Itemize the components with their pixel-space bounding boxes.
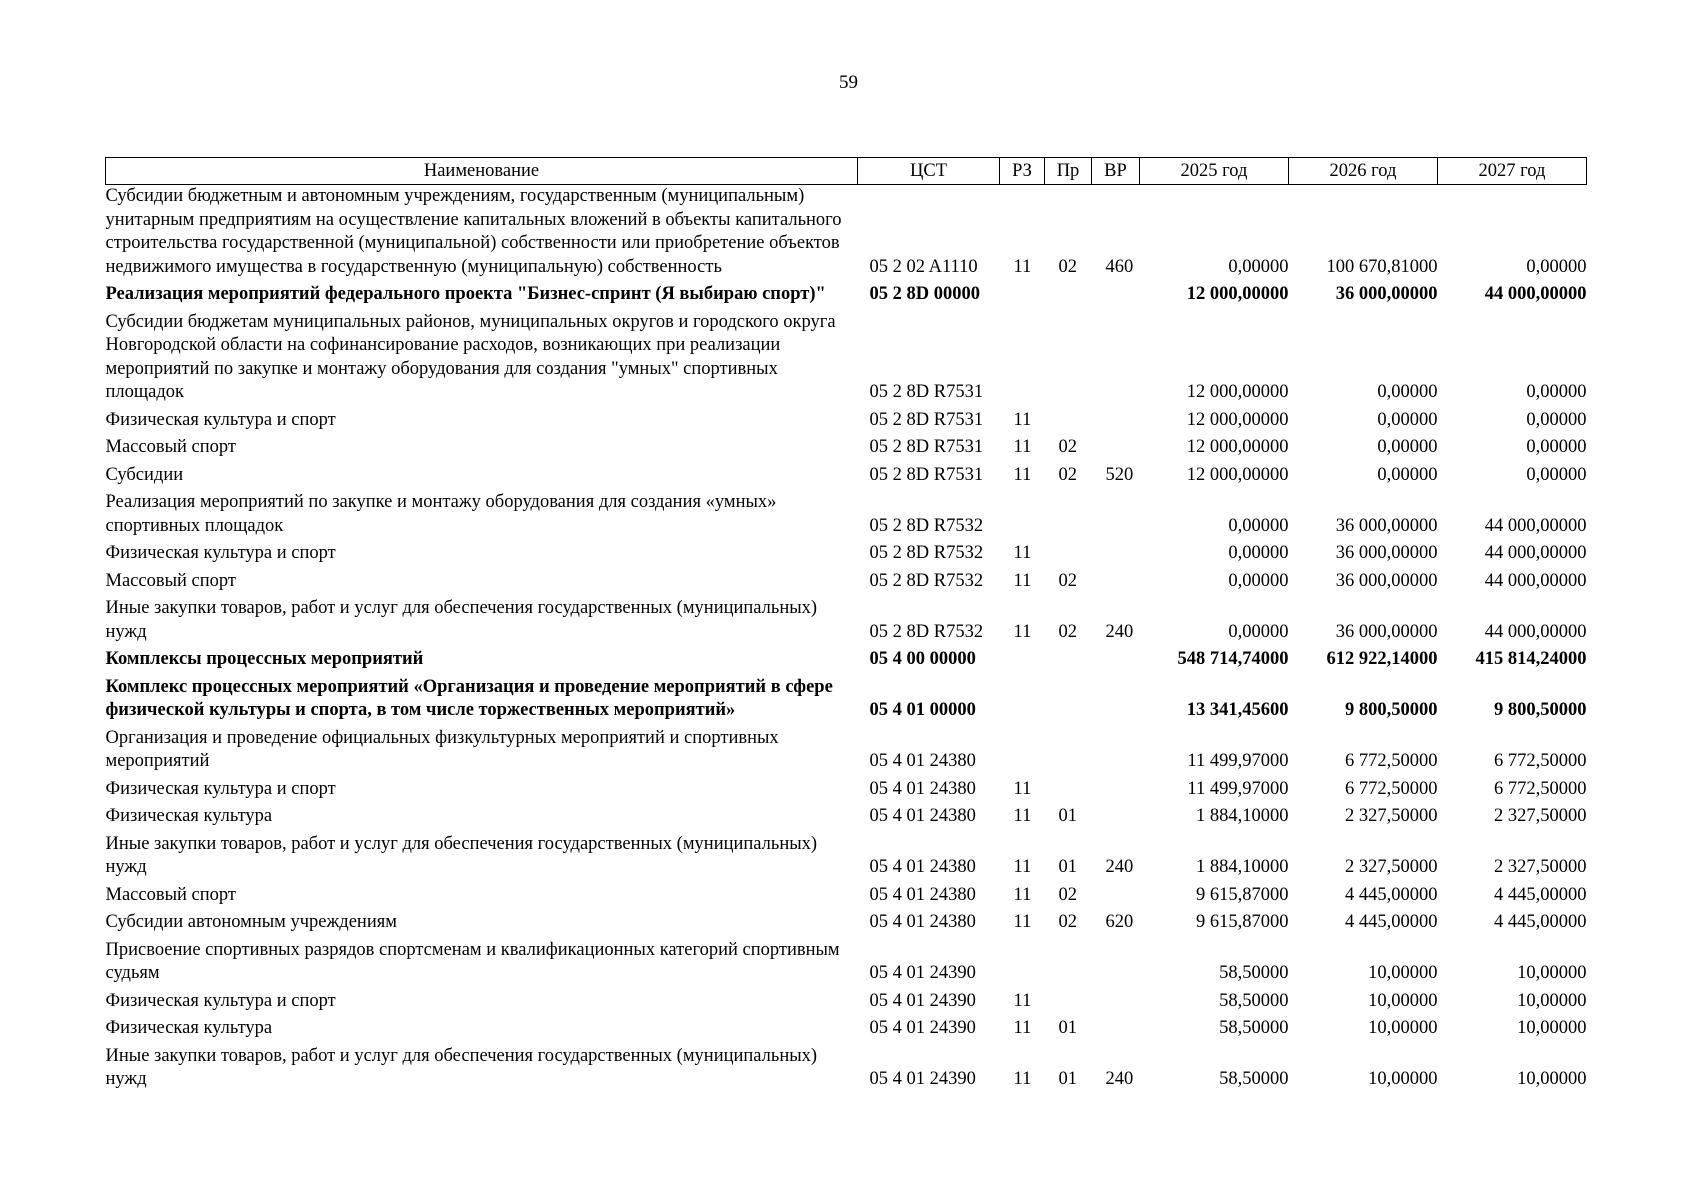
table-row bbox=[106, 566, 1587, 594]
row-name: Физическая культура и спорт bbox=[105, 409, 336, 430]
row-2026: 2 327,50000 bbox=[1345, 857, 1438, 877]
row-2025: 1 884,10000 bbox=[1196, 806, 1289, 826]
row-2027: 4 445,00000 bbox=[1494, 884, 1587, 905]
row-2025: 0,00000 bbox=[1228, 543, 1289, 563]
row-name: Массовый спорт bbox=[105, 437, 236, 457]
row-cst: 05 4 01 24390 bbox=[869, 990, 976, 1011]
row-pr: 02 bbox=[1058, 884, 1077, 905]
row-name: Физическая культура и спорт bbox=[105, 778, 336, 799]
row-rz: 11 bbox=[1013, 884, 1032, 905]
row-vr bbox=[1092, 880, 1140, 908]
table-row bbox=[106, 593, 1587, 644]
row-2027: 6 772,50000 bbox=[1494, 778, 1587, 799]
table-row bbox=[106, 829, 1587, 880]
row-2026: 0,00000 bbox=[1377, 382, 1438, 402]
row-2027: 10,00000 bbox=[1517, 963, 1587, 983]
table-row bbox=[106, 986, 1587, 1014]
row-2027: 10,00000 bbox=[1517, 1018, 1587, 1038]
row-rz: 11 bbox=[1013, 570, 1032, 591]
row-vr: 240 bbox=[1105, 857, 1134, 877]
row-name: Реализация мероприятий по закупке и монтажу оборудования для создания «умных» спортивных площадок bbox=[105, 492, 777, 536]
row-2026: 10,00000 bbox=[1368, 990, 1438, 1011]
row-name: Физическая культура bbox=[105, 1018, 273, 1038]
row-cst: 05 2 8D R7532 bbox=[869, 543, 984, 563]
row-2026: 0,00000 bbox=[1377, 437, 1438, 457]
row-pr: 02 bbox=[1058, 912, 1077, 932]
row-2025: 11 499,97000 bbox=[1187, 778, 1289, 799]
row-pr: 01 bbox=[1058, 806, 1077, 826]
row-cst: 05 4 01 24390 bbox=[869, 963, 976, 983]
row-rz: 11 bbox=[1013, 1018, 1032, 1038]
row-2027: 6 772,50000 bbox=[1494, 751, 1587, 771]
row-2027: 44 000,00000 bbox=[1484, 515, 1587, 536]
row-pr bbox=[1045, 538, 1092, 566]
row-2027: 44 000,00000 bbox=[1484, 570, 1587, 591]
row-2025: 12 000,00000 bbox=[1186, 382, 1289, 402]
row-2026: 36 000,00000 bbox=[1335, 543, 1438, 563]
row-2025: 0,00000 bbox=[1228, 256, 1289, 277]
table-row bbox=[106, 279, 1587, 307]
row-pr: 02 bbox=[1058, 464, 1077, 485]
row-vr bbox=[1092, 723, 1140, 774]
header-pr: Пр bbox=[1045, 158, 1092, 185]
row-2026: 6 772,50000 bbox=[1345, 751, 1438, 771]
row-name: Физическая культура bbox=[105, 806, 273, 826]
row-2025: 58,50000 bbox=[1219, 1018, 1289, 1038]
table-row bbox=[106, 880, 1587, 908]
table-row bbox=[106, 723, 1587, 774]
row-rz bbox=[1000, 723, 1045, 774]
row-2026: 0,00000 bbox=[1377, 464, 1438, 485]
row-name: Иные закупки товаров, работ и услуг для обеспечения государственных (муниципальных) нужд bbox=[105, 833, 818, 877]
row-vr bbox=[1092, 432, 1140, 460]
row-vr bbox=[1092, 279, 1140, 307]
row-name: Субсидии бюджетам муниципальных районов, муниципальных округов и городского округа Новгородской области на софинансирование расходов, возникающих при реализации мероприятий по закупке и монтажу оборудования для создания "умных" спортивных площадок bbox=[105, 311, 836, 402]
table-row bbox=[106, 432, 1587, 460]
row-2027: 4 445,00000 bbox=[1494, 912, 1587, 932]
table-row bbox=[106, 935, 1587, 986]
table-body bbox=[106, 185, 1587, 1092]
row-vr bbox=[1092, 487, 1140, 538]
table-row bbox=[106, 487, 1587, 538]
row-2027: 2 327,50000 bbox=[1494, 806, 1587, 826]
row-name: Субсидии bbox=[105, 464, 184, 485]
row-vr bbox=[1092, 566, 1140, 594]
row-name: Физическая культура и спорт bbox=[105, 990, 336, 1011]
row-2026: 10,00000 bbox=[1368, 1018, 1438, 1038]
table-header bbox=[106, 158, 1587, 185]
row-pr bbox=[1045, 672, 1092, 723]
table-row bbox=[106, 1013, 1587, 1041]
row-2026: 36 000,00000 bbox=[1335, 515, 1438, 536]
row-2026: 0,00000 bbox=[1377, 409, 1438, 430]
row-2025: 12 000,00000 bbox=[1186, 409, 1289, 430]
row-cst: 05 4 01 00000 bbox=[869, 700, 976, 720]
header-vr: ВР bbox=[1092, 158, 1140, 185]
row-vr bbox=[1092, 672, 1140, 723]
row-name: Присвоение спортивных разрядов спортсменам и квалификационных категорий спортивным судьям bbox=[105, 939, 840, 983]
row-cst: 05 4 01 24380 bbox=[869, 806, 976, 826]
budget-table bbox=[105, 157, 1587, 1092]
row-2027: 0,00000 bbox=[1526, 437, 1587, 457]
row-rz: 11 bbox=[1013, 912, 1032, 932]
row-rz: 11 bbox=[1013, 990, 1032, 1011]
row-2027: 44 000,00000 bbox=[1484, 621, 1587, 642]
row-cst: 05 4 01 24380 bbox=[869, 778, 976, 799]
row-cst: 05 4 01 24380 bbox=[869, 751, 976, 771]
table-row bbox=[106, 1041, 1587, 1092]
row-2026: 9 800,50000 bbox=[1345, 700, 1438, 720]
row-name: Реализация мероприятий федерального проекта "Бизнес-спринт (Я выбираю спорт)" bbox=[105, 284, 826, 304]
row-2027: 415 814,24000 bbox=[1475, 649, 1587, 669]
row-pr: 01 bbox=[1058, 1018, 1077, 1038]
page-number: 59 bbox=[839, 72, 858, 93]
row-cst: 05 4 00 00000 bbox=[869, 649, 976, 669]
row-2026: 4 445,00000 bbox=[1345, 884, 1438, 905]
table-row bbox=[106, 672, 1587, 723]
row-2027: 0,00000 bbox=[1526, 409, 1587, 430]
row-2025: 58,50000 bbox=[1219, 990, 1289, 1011]
row-pr bbox=[1045, 307, 1092, 405]
row-2026: 36 000,00000 bbox=[1335, 284, 1438, 304]
row-2027: 44 000,00000 bbox=[1484, 284, 1587, 304]
row-2027: 44 000,00000 bbox=[1484, 543, 1587, 563]
table-row bbox=[106, 185, 1587, 280]
row-vr bbox=[1092, 801, 1140, 829]
row-name: Иные закупки товаров, работ и услуг для обеспечения государственных (муниципальных) нужд bbox=[105, 598, 818, 642]
row-cst: 05 2 8D 00000 bbox=[869, 284, 980, 304]
row-2027: 0,00000 bbox=[1526, 256, 1587, 277]
row-rz bbox=[1000, 935, 1045, 986]
row-rz: 11 bbox=[1013, 437, 1032, 457]
table-row bbox=[106, 774, 1587, 802]
row-rz bbox=[1000, 279, 1045, 307]
row-name: Субсидии автономным учреждениям bbox=[105, 912, 397, 932]
row-rz: 11 bbox=[1013, 464, 1032, 485]
row-rz: 11 bbox=[1013, 409, 1032, 430]
row-pr bbox=[1045, 644, 1092, 672]
row-2027: 10,00000 bbox=[1517, 990, 1587, 1011]
row-vr: 460 bbox=[1105, 256, 1134, 277]
row-cst: 05 4 01 24390 bbox=[869, 1069, 976, 1089]
row-cst: 05 2 8D R7531 bbox=[869, 464, 984, 485]
row-pr: 01 bbox=[1058, 1069, 1077, 1089]
row-2026: 10,00000 bbox=[1368, 1069, 1438, 1089]
row-2026: 36 000,00000 bbox=[1335, 621, 1438, 642]
row-2026: 36 000,00000 bbox=[1335, 570, 1438, 591]
row-2025: 12 000,00000 bbox=[1186, 284, 1289, 304]
row-rz: 11 bbox=[1013, 256, 1032, 277]
table-row bbox=[106, 801, 1587, 829]
row-rz: 11 bbox=[1013, 857, 1032, 877]
row-cst: 05 2 02 A1110 bbox=[869, 256, 978, 277]
row-2025: 9 615,87000 bbox=[1196, 912, 1289, 932]
row-2025: 12 000,00000 bbox=[1186, 464, 1289, 485]
row-vr bbox=[1092, 1013, 1140, 1041]
row-pr bbox=[1045, 405, 1092, 433]
row-name: Массовый спорт bbox=[105, 884, 236, 905]
row-vr bbox=[1092, 405, 1140, 433]
row-2025: 58,50000 bbox=[1219, 963, 1289, 983]
row-vr: 520 bbox=[1105, 464, 1134, 485]
row-2025: 0,00000 bbox=[1228, 515, 1289, 536]
row-pr: 02 bbox=[1058, 437, 1077, 457]
row-vr bbox=[1092, 774, 1140, 802]
row-pr: 02 bbox=[1058, 621, 1077, 642]
row-name: Организация и проведение официальных физкультурных мероприятий и спортивных мероприятий bbox=[105, 727, 779, 771]
row-name: Субсидии бюджетным и автономным учреждениям, государственным (муниципальным) унитарным предприятиям на осуществление капитальных вложений в объекты капитального строительства государственной (муниципальной) собственности или приобретение объектов недвижимого имущества в государственную (муниципальную) собственность bbox=[105, 186, 842, 277]
row-name: Физическая культура и спорт bbox=[105, 543, 336, 563]
row-2027: 10,00000 bbox=[1517, 1069, 1587, 1089]
row-pr bbox=[1045, 487, 1092, 538]
row-2025: 11 499,97000 bbox=[1187, 751, 1289, 771]
header-cst: ЦСТ bbox=[858, 158, 1000, 185]
row-rz bbox=[1000, 487, 1045, 538]
header-rz: РЗ bbox=[1000, 158, 1045, 185]
row-2026: 6 772,50000 bbox=[1345, 778, 1438, 799]
table-row bbox=[106, 644, 1587, 672]
row-vr: 620 bbox=[1105, 912, 1134, 932]
row-vr: 240 bbox=[1105, 621, 1134, 642]
row-cst: 05 4 01 24380 bbox=[869, 912, 976, 932]
header-2027: 2027 год bbox=[1438, 158, 1587, 185]
row-cst: 05 4 01 24390 bbox=[869, 1018, 976, 1038]
row-cst: 05 2 8D R7531 bbox=[869, 437, 984, 457]
row-rz: 11 bbox=[1013, 621, 1032, 642]
row-name: Иные закупки товаров, работ и услуг для обеспечения государственных (муниципальных) нужд bbox=[105, 1045, 818, 1089]
row-2025: 58,50000 bbox=[1219, 1069, 1289, 1089]
row-vr: 240 bbox=[1105, 1069, 1134, 1089]
row-name: Массовый спорт bbox=[105, 570, 236, 591]
row-2025: 548 714,74000 bbox=[1177, 649, 1289, 669]
row-cst: 05 2 8D R7532 bbox=[869, 570, 984, 591]
row-rz: 11 bbox=[1013, 543, 1032, 563]
row-pr bbox=[1045, 935, 1092, 986]
row-cst: 05 2 8D R7531 bbox=[869, 409, 984, 430]
row-2025: 13 341,45600 bbox=[1186, 700, 1289, 720]
header-name: Наименование bbox=[106, 158, 858, 185]
row-pr: 01 bbox=[1058, 857, 1077, 877]
row-pr bbox=[1045, 986, 1092, 1014]
row-2026: 4 445,00000 bbox=[1345, 912, 1438, 932]
row-rz bbox=[1000, 672, 1045, 723]
row-2026: 612 922,14000 bbox=[1326, 649, 1438, 669]
row-pr: 02 bbox=[1058, 256, 1077, 277]
header-2025: 2025 год bbox=[1140, 158, 1289, 185]
row-pr bbox=[1045, 279, 1092, 307]
row-cst: 05 4 01 24380 bbox=[869, 884, 976, 905]
row-rz bbox=[1000, 307, 1045, 405]
row-name: Комплекс процессных мероприятий «Организация и проведение мероприятий в сфере физической культуры и спорта, в том числе торжественных мероприятий» bbox=[105, 676, 833, 720]
row-cst: 05 4 01 24380 bbox=[869, 857, 976, 877]
row-2025: 1 884,10000 bbox=[1196, 857, 1289, 877]
row-2026: 2 327,50000 bbox=[1345, 806, 1438, 826]
row-name: Комплексы процессных мероприятий bbox=[105, 649, 424, 669]
row-2027: 2 327,50000 bbox=[1494, 857, 1587, 877]
row-vr bbox=[1092, 307, 1140, 405]
table-row bbox=[106, 538, 1587, 566]
row-rz: 11 bbox=[1013, 806, 1032, 826]
row-2025: 12 000,00000 bbox=[1186, 437, 1289, 457]
row-2027: 9 800,50000 bbox=[1494, 700, 1587, 720]
row-2026: 10,00000 bbox=[1368, 963, 1438, 983]
table-row bbox=[106, 307, 1587, 405]
row-vr bbox=[1092, 935, 1140, 986]
row-vr bbox=[1092, 986, 1140, 1014]
row-2027: 0,00000 bbox=[1526, 382, 1587, 402]
row-vr bbox=[1092, 644, 1140, 672]
row-vr bbox=[1092, 538, 1140, 566]
row-rz: 11 bbox=[1013, 778, 1032, 799]
table-row bbox=[106, 405, 1587, 433]
table-row bbox=[106, 907, 1587, 935]
row-2025: 0,00000 bbox=[1228, 570, 1289, 591]
header-2026: 2026 год bbox=[1289, 158, 1438, 185]
row-2025: 0,00000 bbox=[1228, 621, 1289, 642]
row-pr: 02 bbox=[1058, 570, 1077, 591]
row-pr bbox=[1045, 723, 1092, 774]
row-2025: 9 615,87000 bbox=[1196, 884, 1289, 905]
table-row bbox=[106, 460, 1587, 488]
row-pr bbox=[1045, 774, 1092, 802]
row-cst: 05 2 8D R7532 bbox=[869, 515, 984, 536]
row-rz bbox=[1000, 644, 1045, 672]
row-rz: 11 bbox=[1013, 1069, 1032, 1089]
row-2027: 0,00000 bbox=[1526, 464, 1587, 485]
row-cst: 05 2 8D R7531 bbox=[869, 382, 984, 402]
row-cst: 05 2 8D R7532 bbox=[869, 621, 984, 642]
row-2026: 100 670,81000 bbox=[1326, 256, 1438, 277]
